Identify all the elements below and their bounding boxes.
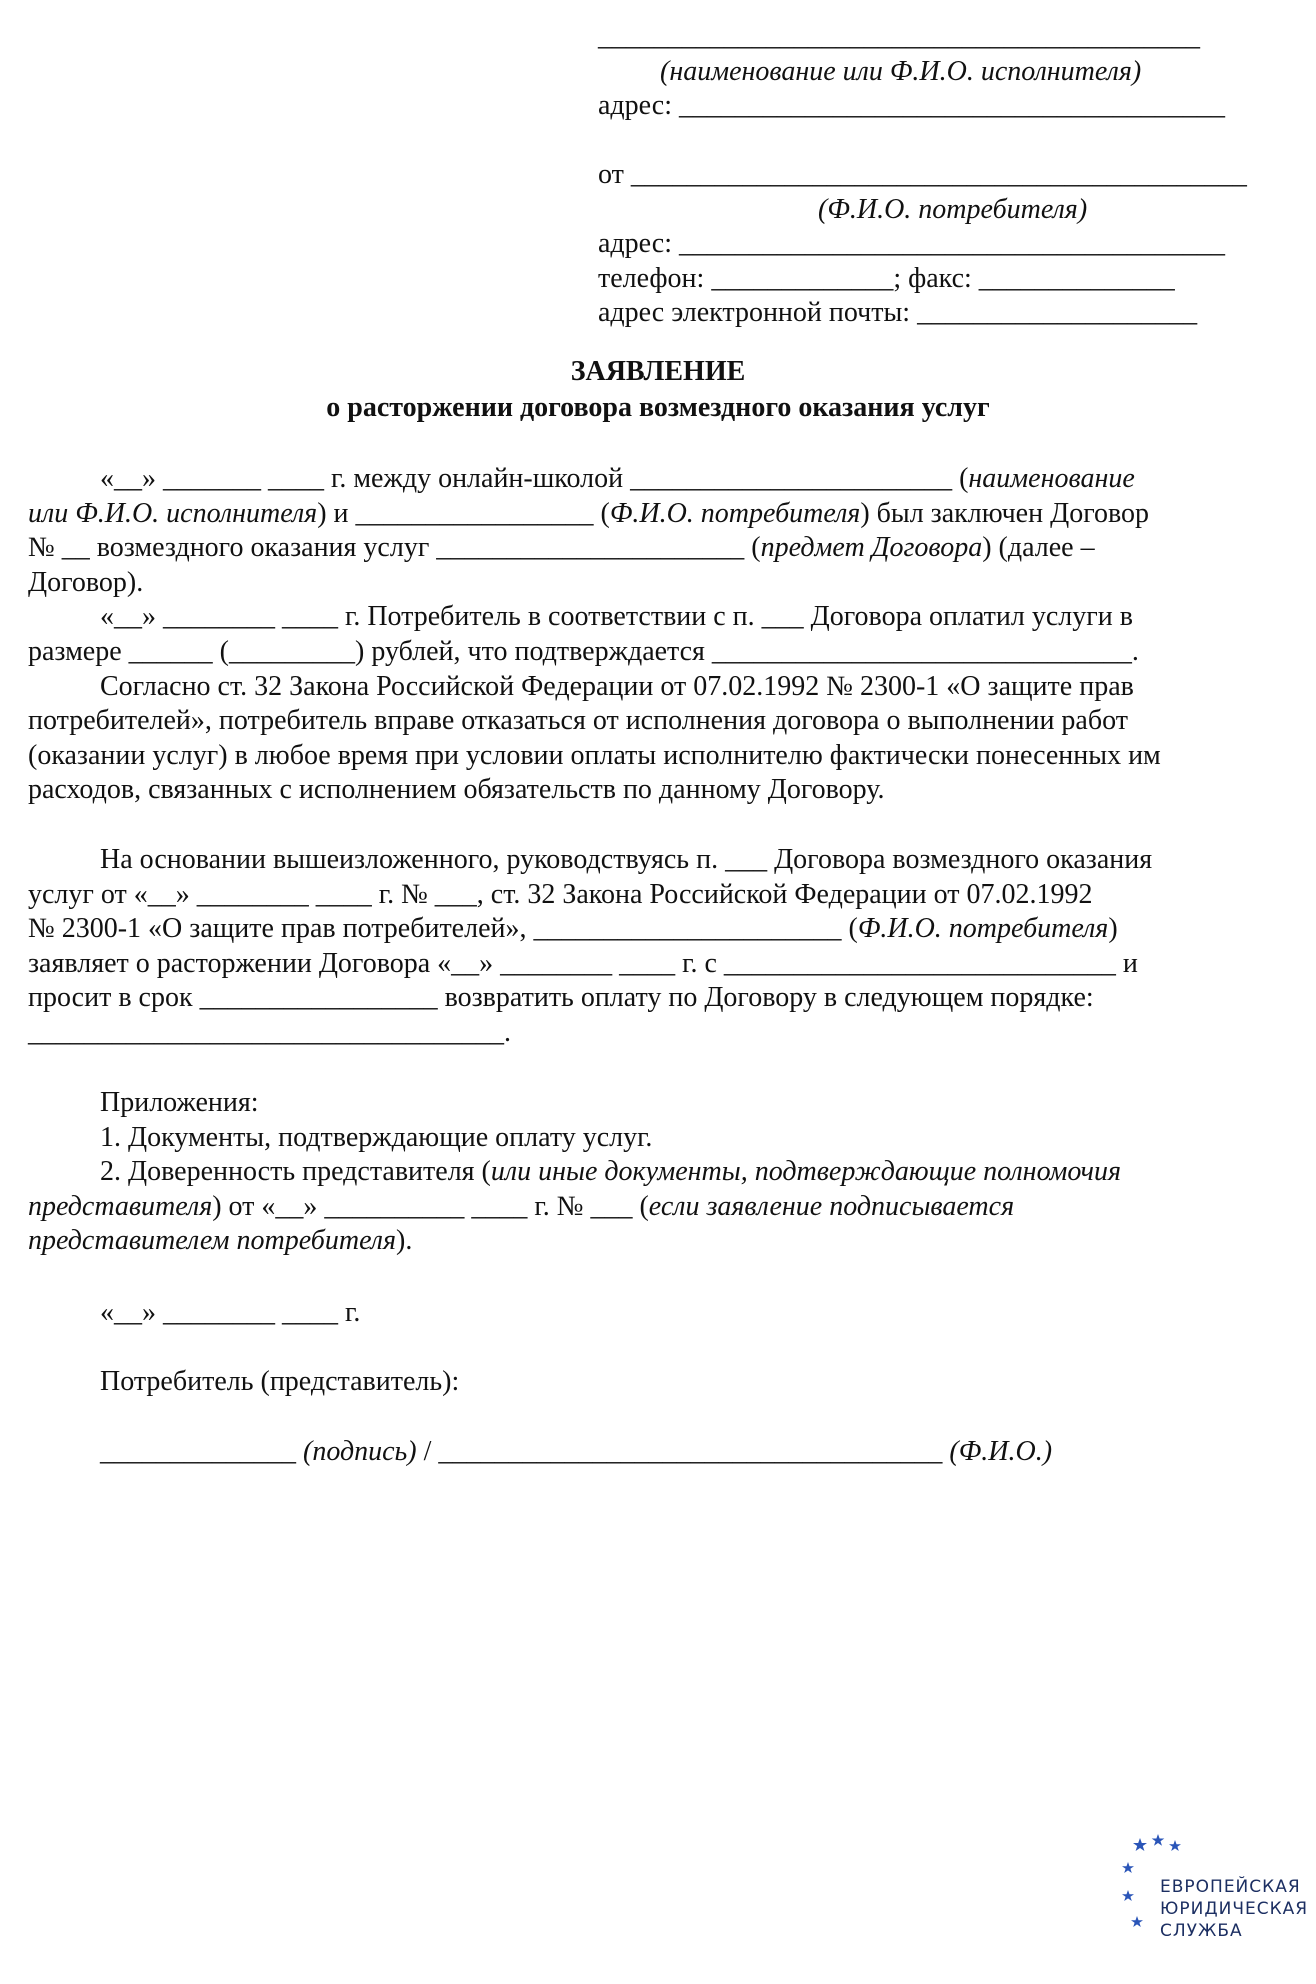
company-logo [1120,1832,1316,1952]
attachments-block [28,1086,1242,1259]
paragraph-contract [28,462,1242,808]
phone-fax: телефон: _____________; факс: ______________ [598,262,1175,294]
name-caption: (Ф.И.О.) [949,1436,1053,1467]
text-line: На основании вышеизложенного, руководствуясь п. ___ Договора возмездного оказания [100,844,1153,875]
text-line: расходов, связанных с исполнением обязательств по данному Договору. [28,774,885,806]
attachments-heading: Приложения: [100,1087,259,1118]
text-line: просит в срок _________________ возвратить оплату по Договору в следующем порядке: [28,982,1094,1014]
executor-line: ___________________________________________ [598,21,1200,52]
from-line: от ____________________________________________ [598,159,1247,190]
text-line: заявляет о расторжении Договора «__» ________ ____ г. с ____________________________ и [28,947,1138,979]
executor-address: адрес: _______________________________________ [598,90,1226,121]
text-line: (оказании услуг) в любое время при условии оплаты исполнителю фактически понесенных им [28,739,1161,771]
document-subtitle: о расторжении договора возмездного оказания услуг [326,392,990,423]
text-line: № 2300-1 «О защите прав потребителей», ______________________ (Ф.И.О. потребителя) [28,913,1118,945]
logo-wordmark: ЕВРОПЕЙСКАЯ ЮРИДИЧЕСКАЯ СЛУЖБА [1160,1877,1309,1941]
signature-row [100,1436,1052,1468]
text-line: представителя) от «__» __________ ____ г. № ___ (если заявление подписывается [28,1190,1015,1222]
paragraph-request [28,843,1242,1051]
text-line: услуг от «__» ________ ____ г. № ___, ст. 32 Закона Российской Федерации от 07.02.1992 [28,878,1093,910]
executor-caption: (наименование или Ф.И.О. исполнителя) [660,55,1142,87]
attachment-item: 1. Документы, подтверждающие оплату услуг. [100,1121,653,1153]
text-line: размере ______ (_________) рублей, что подтверждается ______________________________. [28,635,1139,667]
text-line: потребителей», потребитель вправе отказаться от исполнения договора о выполнении работ [28,705,1128,737]
header-block [598,20,1247,331]
signature-caption: (подпись) [303,1436,417,1467]
text-line: Согласно ст. 32 Закона Российской Федерации от 07.02.1992 № 2300-1 «О защите прав [100,670,1134,702]
text-line: «__» ________ ____ г. Потребитель в соответствии с п. ___ Договора оплатил услуги в [100,601,1133,633]
document-title: ЗАЯВЛЕНИЕ [570,356,746,387]
text-line: № __ возмездного оказания услуг ______________________ (предмет Договора) (далее – [28,532,1095,564]
text-line: «__» _______ ____ г. между онлайн-школой _______________________ (наименование [100,463,1135,494]
signature-date: «__» ________ ____ г. [100,1297,361,1328]
header-spacer [598,124,1236,159]
text-line: Договор). [28,566,144,598]
attachment-item: 2. Доверенность представителя (или иные документы, подтверждающие полномочия [100,1156,1122,1188]
text-line: представителем потребителя). [28,1225,413,1257]
signature-line: ______________ [100,1436,296,1467]
consumer-address: адрес: _______________________________________ [598,228,1226,259]
consumer-caption: (Ф.И.О. потребителя) [818,193,1088,225]
signatory-role: Потребитель (представитель): [100,1366,460,1397]
email-line: адрес электронной почты: ____________________ [598,297,1198,328]
signature-separator: / [416,1436,439,1467]
text-line: или Ф.И.О. исполнителя) и _________________ (Ф.И.О. потребителя) был заключен Договор [28,497,1150,529]
name-line: ____________________________________ [438,1436,943,1467]
text-line: __________________________________. [28,1016,511,1048]
